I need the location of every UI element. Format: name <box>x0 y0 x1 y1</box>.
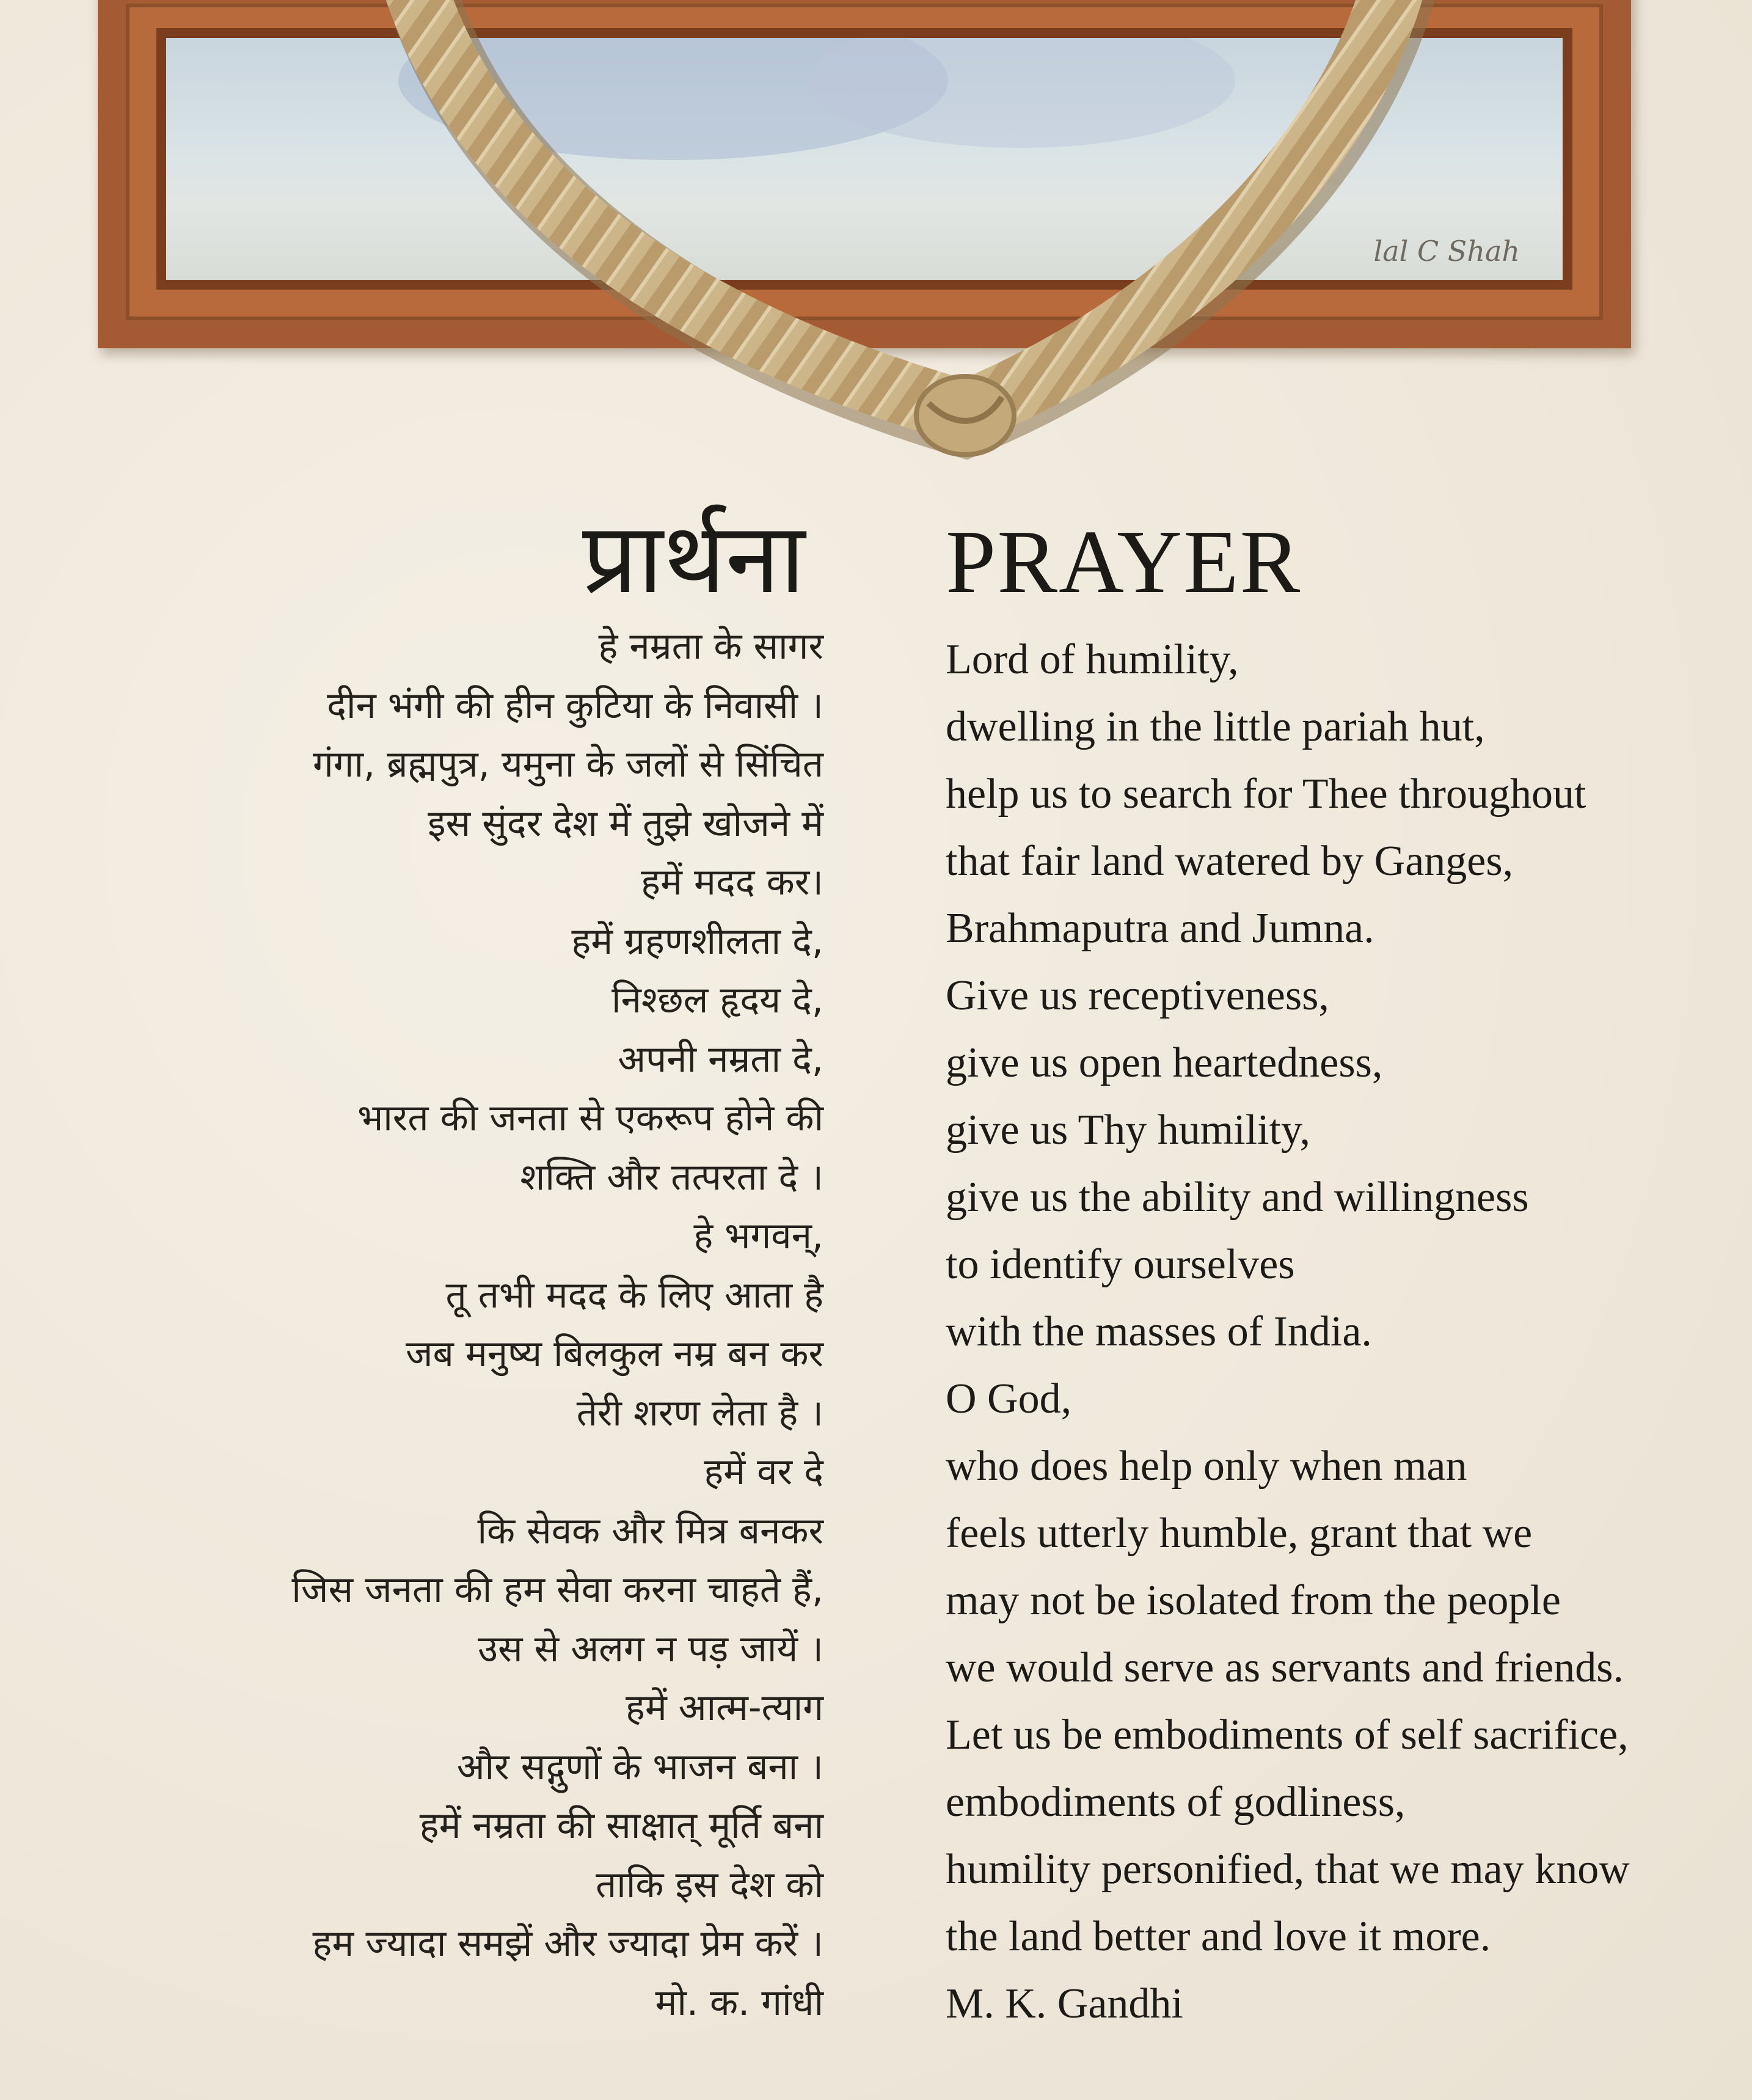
english-line: Brahmaputra and Jumna. <box>946 905 1374 952</box>
hindi-line: कि सेवक और मित्र बनकर <box>477 1509 823 1553</box>
english-line: who does help only when man <box>946 1443 1467 1490</box>
hindi-line: जब मनुष्य बिलकुल नम्र बन कर <box>405 1333 823 1375</box>
hindi-line: तेरी शरण लेता है । <box>576 1391 823 1435</box>
hindi-line: निश्छल हृदय दे, <box>611 979 823 1022</box>
english-line: give us Thy humility, <box>946 1107 1310 1154</box>
hindi-line: शक्ति और तत्परता दे । <box>520 1155 823 1199</box>
hindi-line: हमें वर दे <box>704 1451 823 1493</box>
english-line: humility personified, that we may know <box>946 1846 1630 1893</box>
picture-frame <box>98 0 1631 348</box>
hindi-line: उस से अलग न पड़ जायें । <box>478 1627 823 1670</box>
english-line: embodiments of godliness, <box>946 1779 1406 1826</box>
english-line: the land better and love it more. <box>946 1913 1491 1960</box>
hindi-line: इस सुंदर देश में तुझे खोजने में <box>428 802 823 845</box>
english-title: PRAYER <box>946 512 1302 612</box>
english-line: may not be isolated from the people <box>946 1577 1561 1624</box>
english-signature: M. K. Gandhi <box>946 1980 1183 2027</box>
english-line: to identify ourselves <box>946 1241 1295 1288</box>
english-line: O God, <box>946 1375 1072 1422</box>
painting <box>156 28 1572 290</box>
english-line: feels utterly humble, grant that we <box>946 1510 1533 1557</box>
hindi-prayer <box>291 617 823 2032</box>
painting-signature: lal C Shah <box>1373 235 1520 268</box>
hindi-title: प्रार्थना <box>582 501 805 615</box>
hindi-line: हमें आत्म-त्याग <box>625 1686 823 1729</box>
hindi-line: तू तभी मदद के लिए आता है <box>445 1273 823 1317</box>
english-line: help us to search for Thee throughout <box>946 770 1586 818</box>
english-prayer <box>946 626 1630 2038</box>
english-line: give us open heartedness, <box>946 1039 1383 1086</box>
english-line: that fair land watered by Ganges, <box>946 838 1514 885</box>
hindi-line: हमें ग्रहणशीलता दे, <box>571 920 823 963</box>
english-line: with the masses of India. <box>946 1308 1372 1355</box>
hindi-signature: मो. क. गांधी <box>655 1981 823 2024</box>
hindi-line: हे भगवन्, <box>693 1215 823 1257</box>
english-line: Let us be embodiments of self sacrifice, <box>946 1711 1629 1758</box>
english-line: dwelling in the little pariah hut, <box>946 703 1485 750</box>
english-line: Lord of humility, <box>946 636 1239 683</box>
hindi-line: हमें मदद कर। <box>641 861 823 904</box>
hindi-line: ताकि इस देश को <box>596 1863 823 1906</box>
hindi-line: अपनी नम्रता दे, <box>618 1037 823 1081</box>
english-line: Give us receptiveness, <box>946 972 1329 1019</box>
hindi-line: हमें नम्रता की साक्षात् मूर्ति बना <box>419 1804 823 1847</box>
hindi-line: गंगा, ब्रह्मपुत्र, यमुना के जलों से सिंचित <box>312 743 823 786</box>
english-line: give us the ability and willingness <box>946 1174 1529 1221</box>
hindi-line: भारत की जनता से एकरूप होने की <box>357 1097 823 1140</box>
hindi-line: और सद्गुणों के भाजन बना । <box>456 1745 823 1788</box>
hindi-line: हम ज्यादा समझें और ज्यादा प्रेम करें । <box>312 1922 823 1965</box>
hindi-line: हे नम्रता के सागर <box>598 625 823 668</box>
hindi-line: दीन भंगी की हीन कुटिया के निवासी । <box>327 684 823 727</box>
hindi-line: जिस जनता की हम सेवा करना चाहते हैं, <box>291 1568 823 1611</box>
english-line: we would serve as servants and friends. <box>946 1644 1624 1691</box>
